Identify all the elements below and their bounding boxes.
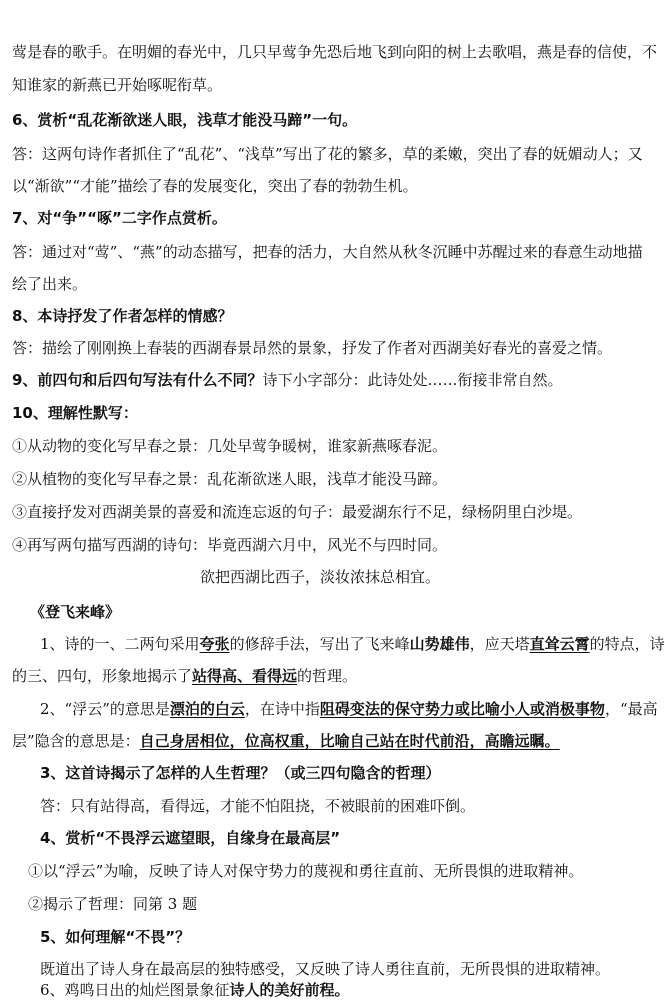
question-line	[12, 368, 632, 392]
answer-line: 答：通过对“莺”、“燕”的动态描写，把春的活力，大自然从秋冬沉睡中苏醒过来的春意生动地描	[12, 243, 643, 261]
text-run: ，“最高	[604, 700, 658, 718]
answer-line: 既道出了诗人身在最高层的独特感受，又反映了诗人勇往直前，无所畏惧的进取精神。	[40, 960, 611, 978]
question-heading: 3、这首诗揭示了怎样的人生哲理？（或三四句隐含的哲理）	[40, 764, 441, 782]
key-term: 自己身居相位，位高权重，比喻自己站在时代前沿，高瞻远瞩。	[139, 732, 560, 750]
text-run: ，在诗中指	[244, 700, 320, 718]
answer-line: 答：这两句诗作者抓住了“乱花”、“浅草”写出了花的繁多，草的柔嫩，突出了春的妩媚动人；又	[12, 145, 643, 163]
text-run: 层”隐含的意思是：	[12, 732, 140, 750]
answer-line: 答：只有站得高，看得远，才能不怕阻挠，不被眼前的困难吓倒。	[40, 797, 476, 815]
text-run: 的特点，诗	[589, 635, 665, 653]
answer-line: 答：描绘了刚刚换上春装的西湖春景昂然的景象，抒发了作者对西湖美好春光的喜爱之情。	[12, 339, 613, 357]
question-heading: 5、如何理解“不畏”？	[40, 928, 191, 946]
recitation-item: ①从动物的变化写早春之景：几处早莺争暖树，谁家新燕啄春泥。	[12, 437, 448, 455]
paragraph-line: 知谁家的新燕已开始啄呢衔草。	[12, 76, 223, 94]
answer-text: 诗下小字部分：此诗处处……衔接非常自然。	[262, 371, 563, 389]
answer-line: 以“渐欲”“才能”描绘了春的发展变化，突出了春的勃勃生机。	[12, 177, 418, 195]
key-term: 直耸云霄	[529, 635, 590, 653]
key-term: 诗人的美好前程。	[229, 981, 350, 999]
text-run: 的哲理。	[297, 667, 358, 685]
recitation-item: ④再写两句描写西湖的诗句：毕竟西湖六月中，风光不与四时同。	[12, 536, 448, 554]
question-heading: 7、对“争”“啄”二字作点赏析。	[12, 209, 227, 227]
text-run: 6、鸡鸣日出的灿烂图景象征	[40, 981, 230, 999]
answer-line: ②揭示了哲理：同第 3 题	[28, 895, 198, 913]
key-term: 夸张	[199, 635, 230, 653]
question-heading: 8、本诗抒发了作者怎样的情感？	[12, 307, 233, 325]
text-run: ，应天塔	[469, 635, 530, 653]
answer-line: ①以“浮云”为喻，反映了诗人对保守势力的蔑视和勇往直前、无所畏惧的进取精神。	[28, 862, 584, 880]
paragraph-line	[40, 697, 658, 721]
key-term: 漂泊的白云	[169, 700, 245, 718]
key-term: 站得高、看得远	[192, 667, 298, 685]
paragraph-line	[40, 978, 632, 1002]
text-run: 的修辞手法，写出了飞来峰	[229, 635, 410, 653]
poem-continuation: 欲把西湖比西子，淡妆浓抹总相宜。	[200, 568, 441, 586]
recitation-item: ②从植物的变化写早春之景：乱花渐欲迷人眼，浅草才能没马蹄。	[12, 470, 448, 488]
paragraph-line	[12, 729, 632, 753]
text-run: 的三、四句，形象地揭示了	[12, 667, 193, 685]
poem-title: 《登飞来峰》	[30, 603, 121, 621]
text-run: 2、“浮云”的意思是	[40, 700, 170, 718]
text-run: 1、诗的一、二两句采用	[40, 635, 200, 653]
key-term: 山势雄伟	[409, 635, 470, 653]
question-heading: 6、赏析“乱花渐欲迷人眼，浅草才能没马蹄”一句。	[12, 111, 358, 129]
answer-line: 绘了出来。	[12, 275, 88, 293]
paragraph-line	[40, 632, 665, 656]
question-text: 9、前四句和后四句写法有什么不同？	[12, 371, 263, 389]
paragraph-line: 莺是春的歌手。在明媚的春光中，几只早莺争先恐后地飞到向阳的树上去歌唱，燕是春的信使，不	[12, 43, 658, 61]
key-term: 阻碍变法的保守势力或比喻小人或消极事物	[319, 700, 605, 718]
question-heading: 4、赏析“不畏浮云遮望眼，自缘身在最高层”	[40, 829, 341, 847]
recitation-item: ③直接抒发对西湖美景的喜爱和流连忘返的句子：最爱湖东行不足，绿杨阴里白沙堤。	[12, 503, 583, 521]
paragraph-line	[12, 664, 632, 688]
question-heading: 10、理解性默写：	[12, 404, 138, 422]
